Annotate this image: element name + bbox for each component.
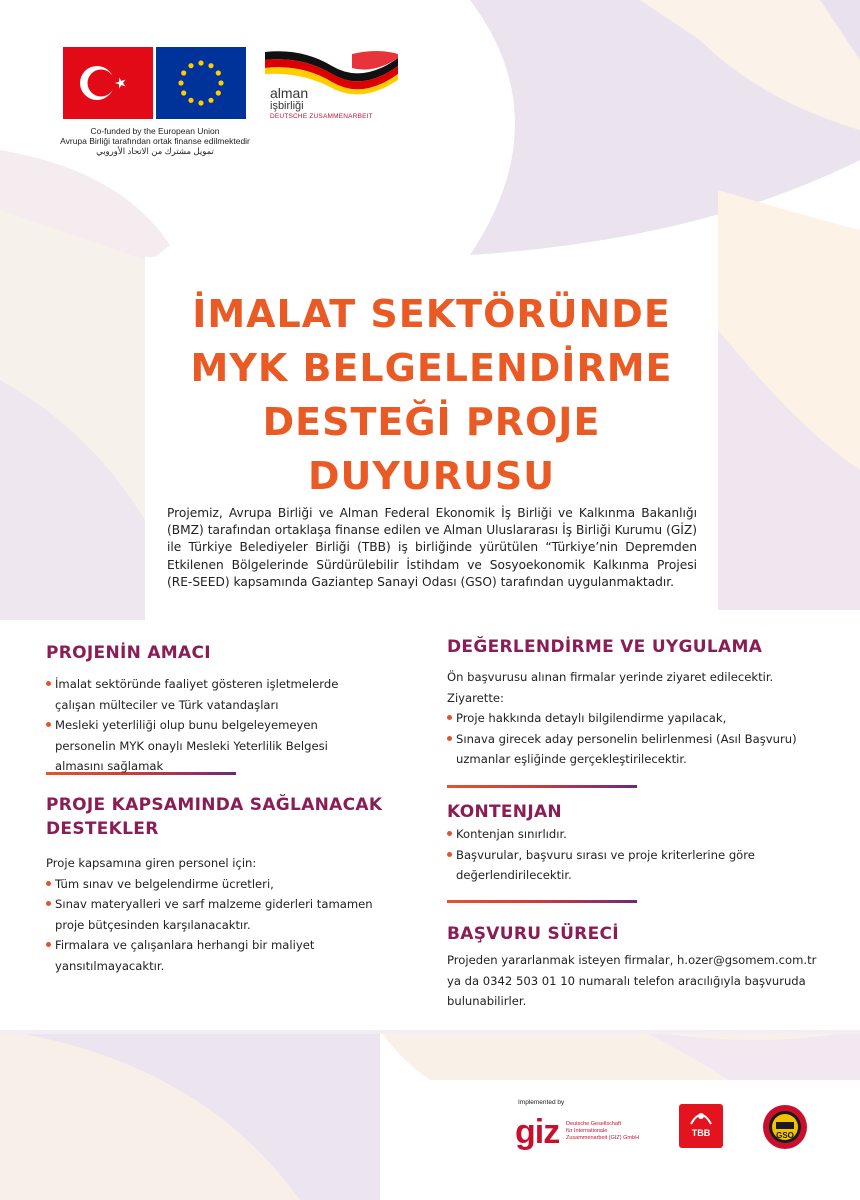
section-degerlendirme	[447, 635, 817, 770]
section-title: BAŞVURU SÜRECİ	[447, 924, 619, 944]
page-title	[145, 287, 718, 503]
list-item: Firmalara ve çalışanlara herhangi bir maliyet yansıtılmayacaktır.	[46, 935, 376, 976]
logo-text-isbirligi: işbirliği	[270, 100, 304, 112]
section-title-line: DESTEKLER	[46, 819, 159, 839]
implemented-by-label: Implemented by	[518, 1099, 565, 1106]
section-intro: Proje kapsamına giren personel için:	[46, 856, 257, 870]
eu-cofunding-caption	[40, 126, 270, 156]
list-item: Sınav materyalleri ve sarf malzeme giderleri tamamen proje bütçesinden karşılanacaktır.	[46, 894, 376, 935]
section-basvuru	[447, 922, 817, 1012]
section-line: Ziyarette:	[447, 690, 504, 705]
section-body	[46, 853, 376, 976]
list-item: Sınava girecek aday personelin belirlenmesi (Asıl Başvuru) uzmanlar eşliğinde gerçekleştirilecektir.	[447, 729, 817, 770]
eu-flag-icon	[156, 47, 246, 119]
tbb-logo-text: TBB	[691, 1128, 711, 1138]
title-line: DUYURUSU	[307, 454, 556, 498]
list-item: Tüm sınav ve belgelendirme ücretleri,	[46, 874, 376, 895]
title-card	[145, 257, 718, 613]
giz-text-line: für Internationale	[566, 1128, 608, 1134]
german-cooperation-logo	[270, 86, 373, 121]
title-line: MYK BELGELENDİRME	[190, 346, 673, 390]
section-body	[447, 667, 817, 770]
title-line: İMALAT SEKTÖRÜNDE	[192, 292, 671, 336]
list-item: İmalat sektöründe faaliyet gösteren işletmelerde çalışan mülteciler ve Türk vatandaşları	[46, 674, 376, 715]
eu-caption-ar: تمويل مشترك من الاتحاد الأوروبي	[96, 146, 214, 156]
giz-text-line: Zusammenarbeit (GIZ) GmbH	[566, 1135, 640, 1141]
section-line: Ön başvurusu alınan firmalar yerinde ziyaret edilecektir.	[447, 670, 774, 684]
eu-caption-tr: Avrupa Birliği tarafından ortak finanse edilmektedir	[60, 136, 250, 146]
section-title: KONTENJAN	[447, 802, 562, 822]
giz-logo-text	[566, 1121, 639, 1142]
section-divider	[447, 900, 637, 903]
section-title: DEĞERLENDİRME VE UYGULAMA	[447, 637, 763, 657]
section-title	[46, 793, 383, 841]
section-kontenjan	[447, 800, 817, 886]
tbb-emblem-icon	[679, 1104, 723, 1128]
section-body: Projeden yararlanmak isteyen firmalar, h.ozer@gsomem.com.tr ya da 0342 503 01 10 numaralı telefon aracılığıyla başvuruda bulunabilirler.	[447, 953, 817, 1008]
section-body	[447, 824, 817, 886]
list-item: Mesleki yeterliliği olup bunu belgeleyemeyen personelin MYK onaylı Mesleki Yeterlilik Belgesi almasını sağlamak	[46, 715, 376, 777]
eu-turkey-flags	[63, 47, 247, 119]
section-title-line: PROJE KAPSAMINDA SAĞLANACAK	[46, 795, 383, 815]
logo-text-alman: alman	[270, 85, 309, 101]
section-title: PROJENİN AMACI	[46, 643, 211, 663]
section-destekler	[46, 793, 383, 976]
giz-logo: giz	[515, 1113, 560, 1151]
intro-paragraph: Projemiz, Avrupa Birliği ve Alman Federal Ekonomik İş Birliği ve Kalkınma Bakanlığı (BMZ) tarafından ortaklaşa finanse edilen ve Alman Uluslararası İş Birliği Kurumu (GİZ) ile Türkiye Belediyeler Birliği (TBB) iş birliğinde yürütülen “Türkiye’nin Depremden Etkilenen Bölgelerinde Sürdürülebilir İstihdam ve Sosyoekonomik Kalkınma Projesi (RE-SEED) kapsamında Gaziantep Sanayi Odası (GSO) tarafından uygulanmaktadır.	[167, 506, 697, 589]
tbb-logo	[679, 1104, 723, 1148]
section-body	[46, 674, 376, 777]
eu-caption-en: Co-funded by the European Union	[90, 126, 220, 136]
section-divider	[447, 785, 637, 788]
list-item: Kontenjan sınırlıdır.	[447, 824, 817, 845]
title-line: DESTEĞİ PROJE	[262, 400, 601, 444]
list-item: Başvurular, başvuru sırası ve proje kriterlerine göre değerlendirilecektir.	[447, 845, 817, 886]
section-projenin-amaci	[46, 641, 376, 777]
giz-text-line: Deutsche Gesellschaft	[566, 1121, 622, 1127]
turkey-flag-icon	[63, 47, 153, 119]
logo-text-deutsche: DEUTSCHE ZUSAMMENARBEIT	[270, 113, 373, 120]
gso-seal-logo	[762, 1104, 808, 1150]
gso-logo-text: GSO	[776, 1131, 794, 1140]
list-item: Proje hakkında detaylı bilgilendirme yapılacak,	[447, 708, 817, 729]
